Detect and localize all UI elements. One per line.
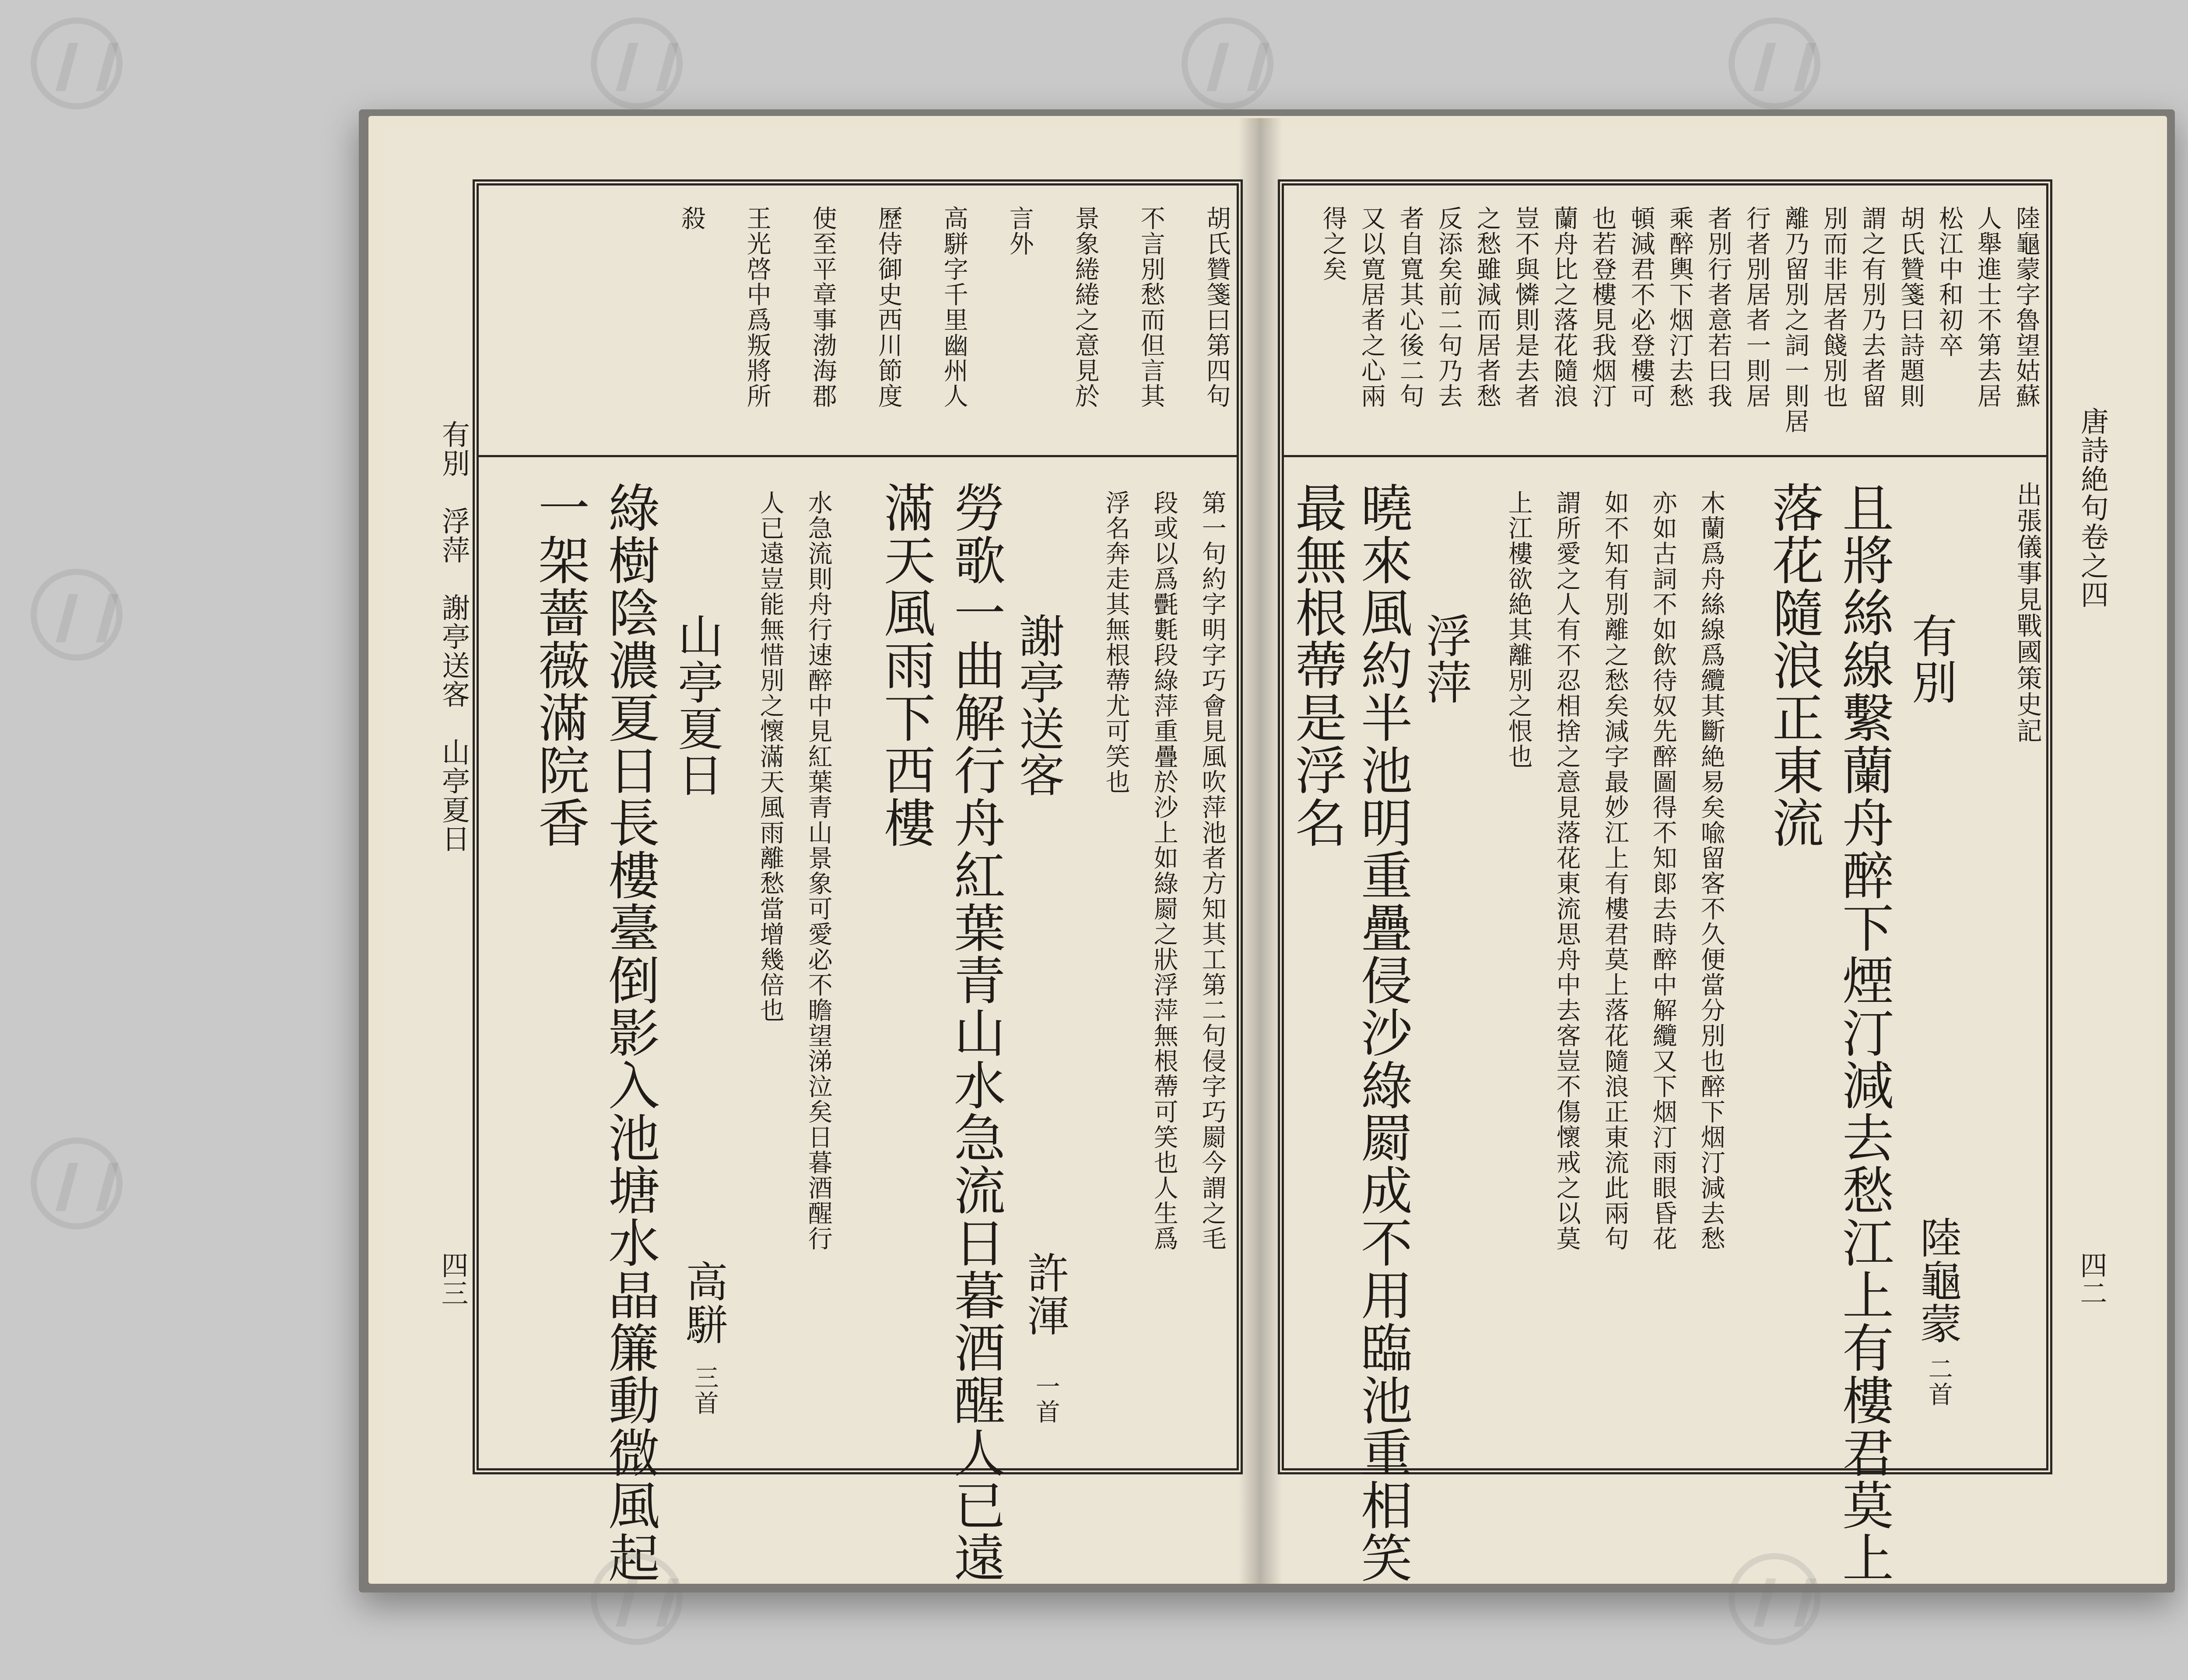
left-page-number: 四三: [437, 1251, 469, 1307]
watermark-logo-icon: [1729, 18, 1820, 109]
left-note-line: 歷侍御史西川節度: [874, 206, 903, 409]
poem-line: 曉來風約半池明重疊侵沙綠罽成不用臨池重相笑: [1352, 481, 1413, 1584]
poem-count: 一首: [1031, 1374, 1060, 1424]
left-margin-text: 有別 浮萍 謝亭送客 山亭夏日: [437, 420, 470, 853]
right-note-line: 反添矣前二句乃去: [1434, 206, 1463, 409]
right-note-line: 松江中和初卒: [1935, 206, 1964, 358]
left-note-line: 不言別愁而但言其: [1136, 206, 1165, 409]
left-note-line: 殺: [677, 206, 706, 231]
right-note-line: 者別行者意若曰我: [1704, 206, 1732, 409]
poem-title-youbie: 有別: [1904, 612, 1957, 705]
right-note-line: 行者別居者一則居: [1742, 206, 1771, 409]
right-note-line: 者自寬其心後二句: [1396, 206, 1424, 409]
right-note-line: 也若登樓見我烟汀: [1588, 206, 1617, 409]
right-note-line: 人舉進士不第去居: [1973, 206, 2002, 409]
right-page-number: 四二: [2076, 1251, 2107, 1307]
poem-count: 二首: [1924, 1356, 1953, 1407]
poem-author-gao-pian: 高駢: [679, 1260, 728, 1346]
poem-title-xieting: 謝亭送客: [1011, 612, 1065, 798]
right-note-line: 之愁雖減而居者愁: [1473, 206, 1501, 409]
commentary-line: 如不知有別離之愁矣減字最妙江上有樓君莫上落花隨浪正東流此兩句: [1600, 490, 1629, 1251]
poem-title-shanting: 山亭夏日: [670, 612, 723, 798]
poem-author-lu-guimeng: 陸龜蒙: [1913, 1216, 1962, 1345]
right-note-line: 乘醉輿下烟汀去愁: [1665, 206, 1694, 409]
right-note-line: 又以寛居者之心兩: [1357, 206, 1386, 409]
watermark-logo-icon: [31, 18, 123, 109]
right-note-line: 謂之有別乃去者留: [1858, 206, 1886, 409]
poem-author-xu-hun: 許渾: [1020, 1251, 1069, 1337]
poem-line: 且將絲線繫蘭舟醉下煙汀減去愁江上有樓君莫上: [1834, 481, 1894, 1584]
left-page-divider: [477, 455, 1238, 457]
commentary-line: 亦如古詞不如飲待奴先醉圖得不知郞去時醉中解纜又下烟汀雨眼昏花: [1648, 490, 1677, 1251]
poem-line: 綠樹陰濃夏日長樓臺倒影入池塘水晶簾動微風起: [600, 481, 660, 1584]
commentary-line: 人已遠豈能無惜別之懷滿天風雨離愁當增幾倍也: [756, 490, 785, 1023]
poem-line: 落花隨浪正東流: [1764, 481, 1824, 849]
right-note-line: 豈不與憐則是去者: [1511, 206, 1540, 409]
book-gutter: [1238, 118, 1282, 1584]
watermark-logo-icon: [591, 1553, 683, 1645]
poem-line: 最無根蔕是浮名: [1287, 481, 1347, 849]
left-note-line: 王光啓中爲叛將所: [743, 206, 771, 409]
commentary-line: 木蘭爲舟絲線爲纜其斷絶易矣喩留客不久便當分別也醉下烟汀減去愁: [1697, 490, 1725, 1251]
poem-line: 勞歌一曲解行舟紅葉青山水急流日暮酒醒人已遠: [945, 481, 1006, 1584]
right-note-line: 胡氏贊箋曰詩題則: [1896, 206, 1925, 409]
watermark-logo-icon: [31, 569, 123, 661]
right-note-line: 得之矣: [1318, 206, 1347, 282]
source-note: 出張儀事見戰國策史記: [2012, 481, 2042, 744]
right-note-line: 別而非居者餞別也: [1819, 206, 1848, 409]
watermark-logo-icon: [591, 18, 683, 109]
poem-line: 滿天風雨下西樓: [875, 481, 936, 849]
commentary-line: 水急流則舟行速醉中見紅葉青山景象可愛必不瞻望涕泣矣日暮酒醒行: [804, 490, 833, 1251]
right-header-title: 唐詩絶句卷之四: [2076, 407, 2108, 609]
commentary-line: 段或以爲㲲氀段綠萍重疊於沙上如綠罽之狀浮萍無根蔕可笑也人生爲: [1150, 490, 1178, 1251]
poem-count: 三首: [690, 1365, 719, 1416]
left-note-line: 胡氏贊箋曰第四句: [1202, 206, 1231, 409]
watermark-logo-icon: [1182, 18, 1273, 109]
right-note-line: 離乃留別之詞一則居: [1781, 206, 1809, 434]
right-page-divider: [1282, 455, 2048, 457]
right-note-line: 蘭舟比之落花隨浪: [1550, 206, 1578, 409]
commentary-line: 第一句約字明字巧會見風吹萍池者方知其工第二句侵字巧罽今謂之毛: [1198, 490, 1227, 1251]
right-note-line: 頓減君不必登樓可: [1627, 206, 1655, 409]
left-note-line: 言外: [1005, 206, 1034, 256]
left-note-line: 使至平章事渤海郡: [808, 206, 837, 409]
watermark-logo-icon: [31, 1138, 123, 1229]
commentary-line: 謂所愛之人有不忍相捨之意見落花東流思舟中去客豈不傷懷戒之以莫: [1552, 490, 1581, 1251]
commentary-line: 上江樓欲絶其離別之恨也: [1504, 490, 1533, 769]
commentary-line: 浮名奔走其無根蔕尤可笑也: [1101, 490, 1130, 794]
poem-line: 一架薔薇滿院香: [529, 481, 590, 849]
right-note-line: 陸龜蒙字魯望姑蘇: [2012, 206, 2041, 409]
watermark-logo-icon: [1729, 1553, 1820, 1645]
left-note-line: 高駢字千里幽州人: [940, 206, 968, 409]
poem-title-fuping: 浮萍: [1418, 612, 1472, 705]
left-note-line: 景象綣綣之意見於: [1071, 206, 1100, 409]
